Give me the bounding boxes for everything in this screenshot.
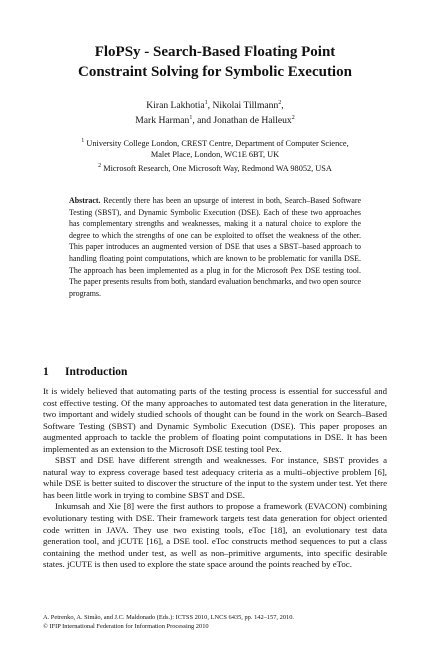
abstract-text: Recently there has been an upsurge of interest in both, Search–Based Software Testing (SBST), and Dynamic Symbolic Execution (DSE). Each of these two approaches has complementary strengths and weaknesses, making it a natural choice to explore the degree to which the strengths of one can be exploited to offset the weakness of the other. This paper introduces an augmented version of DSE that uses a SBST–based approach to handling floating point computations, which are known to be problematic for vanilla DSE. The approach has been implemented as a plug in for the Microsoft Pex DSE testing tool. The paper presents results from both, standard evaluation benchmarks, and two open source programs.: [69, 196, 362, 298]
author-separator: , and: [192, 115, 214, 127]
paper-title: [20, 42, 410, 82]
section-heading: [43, 366, 127, 378]
title-line-2: Constraint Solving for Symbolic Execution: [78, 64, 352, 80]
abstract: [69, 195, 361, 299]
affiliation-text: Microsoft Research, One Microsoft Way, Redmond WA 98052, USA: [103, 163, 332, 173]
paragraph: SBST and DSE have different strength and weaknesses. For instance, SBST provides a natural way to express coverage based test adequacy criteria as a multi–objective problem [6], while DSE is better suited to discover the structure of the input to the system under test. Yet there has been little work in trying to combine SBST and DSE.: [43, 455, 387, 500]
affiliation-number: 1: [81, 138, 85, 144]
author-line-1: [20, 97, 410, 112]
affiliation-1-line-2: Malet Place, London, WC1E 6BT, UK: [150, 150, 280, 160]
author-name: Mark Harman: [135, 115, 190, 127]
affiliations: [40, 136, 390, 174]
author-line-2: [20, 112, 410, 127]
affiliation-marker: 2: [278, 100, 282, 106]
author-list: [20, 97, 410, 127]
affiliation-number: 2: [98, 162, 102, 169]
paragraph: It is widely believed that automating parts of the testing process is essential for successful and cost effective testing. Of the many approaches to automated test data generation in the literature, two important and widely studied schools of thought can be found in the work on Search–Based Software Testing (SBST) and Dynamic Symbolic Execution (DSE). This paper proposes an augmented approach to tackle the problem of floating point computations in DSE. It has been implemented as an extension to the Microsoft DSE testing tool Pex.: [43, 386, 387, 454]
section-title: Introduction: [65, 366, 128, 378]
affiliation-marker: 1: [204, 100, 208, 106]
affiliation-marker: 1: [189, 115, 193, 122]
section-number: 1: [43, 366, 49, 378]
affiliation-text: University College London, CREST Centre, Department of Computer Science,: [86, 138, 349, 148]
page-footer: [43, 614, 387, 631]
author-name: Kiran Lakhotia: [146, 100, 205, 112]
author-name: Nikolai Tillmann: [212, 100, 279, 112]
body-text: [43, 386, 387, 571]
abstract-label: Abstract.: [69, 196, 101, 205]
author-separator: ,: [207, 100, 213, 112]
footer-copyright: © IFIP International Federation for Information Processing 2010: [43, 622, 209, 630]
affiliation-1-line-1: [40, 136, 390, 149]
author-name: Jonathan de Halleux: [213, 115, 292, 127]
affiliation-2: [40, 161, 390, 174]
affiliation-marker: 2: [291, 115, 295, 122]
footer-citation: A. Petrenko, A. Simão, and J.C. Maldonado (Eds.): ICTSS 2010, LNCS 6435, pp. 142–157, 2010.: [43, 614, 295, 621]
author-separator: ,: [281, 100, 284, 112]
title-line-1: FloPSy - Search-Based Floating Point: [94, 44, 336, 60]
paragraph: Inkumsah and Xie [8] were the first authors to propose a framework (EVACON) combining evolutionary testing with DSE. Their framework targets test data generation for object oriented code written in JAVA. They use two existing tools, eToc [18], an evolutionary test data generation tool, and jCUTE [16], a DSE tool. eToc constructs method sequences to put a class containing the method under test, as well as non–primitive arguments, into specific desirable states. jCUTE is then used to explore the state space around the points reached by eToc.: [43, 501, 387, 570]
